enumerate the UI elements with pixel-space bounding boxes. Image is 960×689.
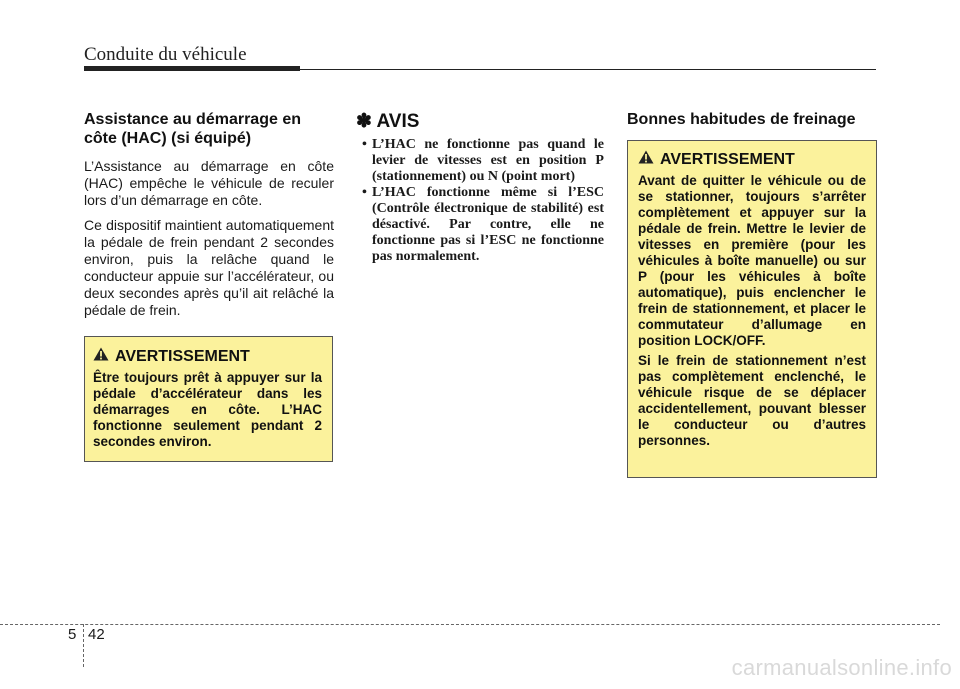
footer-divider <box>0 624 940 625</box>
hac-paragraph: L’Assistance au démarrage en côte (HAC) empêche le véhicule de reculer lors d’un démarrage en côte. <box>84 158 334 208</box>
list-item: • L’HAC fonctionne même si l’ESC (Contrôle électronique de stabilité) est désactivé. Par contre, elle ne fonctionne pas si l’ESC ne fonctionne pas normalement. <box>362 185 604 264</box>
column-notice <box>356 110 604 265</box>
watermark: carmanualsonline.info <box>731 655 952 680</box>
warning-title: AVERTISSEMENT <box>660 150 795 168</box>
hac-heading: Assistance au démarrage en côte (HAC) (si équipé) <box>84 111 301 147</box>
notice-list <box>356 137 604 265</box>
warning-box-braking <box>627 140 877 478</box>
warning-text: Si le frein de stationnement n’est pas complètement enclenché, le véhicule risque de se déplacer accidentellement, pouvant blesser le conducteur ou d’autres personnes. <box>638 353 866 448</box>
warning-text: Avant de quitter le véhicule ou de se stationner, toujours s’arrêter complètement et appuyer sur la pédale de frein. Mettre le levier de vitesses en première (pour les véhicules à boîte manuelle) ou sur P (pour les véhicules à boîte automatique), puis enclencher le frein de stationnement, et placer le commutateur d’allumage en position LOCK/OFF. <box>638 173 866 348</box>
warning-box-hac <box>84 336 333 462</box>
notice-title: ✽ AVIS <box>356 111 420 132</box>
chapter-number: 5 <box>68 626 77 643</box>
hac-paragraph: Ce dispositif maintient automatiquement la pédale de frein pendant 2 secondes environ, puis la relâche quand le conducteur appuie sur l’accélérateur, ou deux secondes après qu’il ait relâché la pédale de frein. <box>84 217 334 318</box>
header-rule-thick <box>84 66 300 71</box>
braking-heading: Bonnes habitudes de freinage <box>627 111 856 128</box>
section-title: Conduite du véhicule <box>84 44 247 65</box>
warning-triangle-icon <box>638 150 654 169</box>
warning-title: AVERTISSEMENT <box>115 347 250 365</box>
footer-page-divider <box>83 624 84 667</box>
list-item: • L’HAC ne fonctionne pas quand le levier de vitesses est en position P (stationnement) ou N (point mort) <box>362 137 604 184</box>
column-hac <box>84 110 334 327</box>
warning-triangle-icon <box>93 347 109 366</box>
header-rule-thin <box>300 69 876 70</box>
warning-text: Être toujours prêt à appuyer sur la pédale d’accélérateur dans les démarrages en côte. L’HAC fonctionne seulement pendant 2 secondes environ. <box>93 370 322 449</box>
column-braking <box>627 110 877 139</box>
page-number: 42 <box>88 626 105 643</box>
